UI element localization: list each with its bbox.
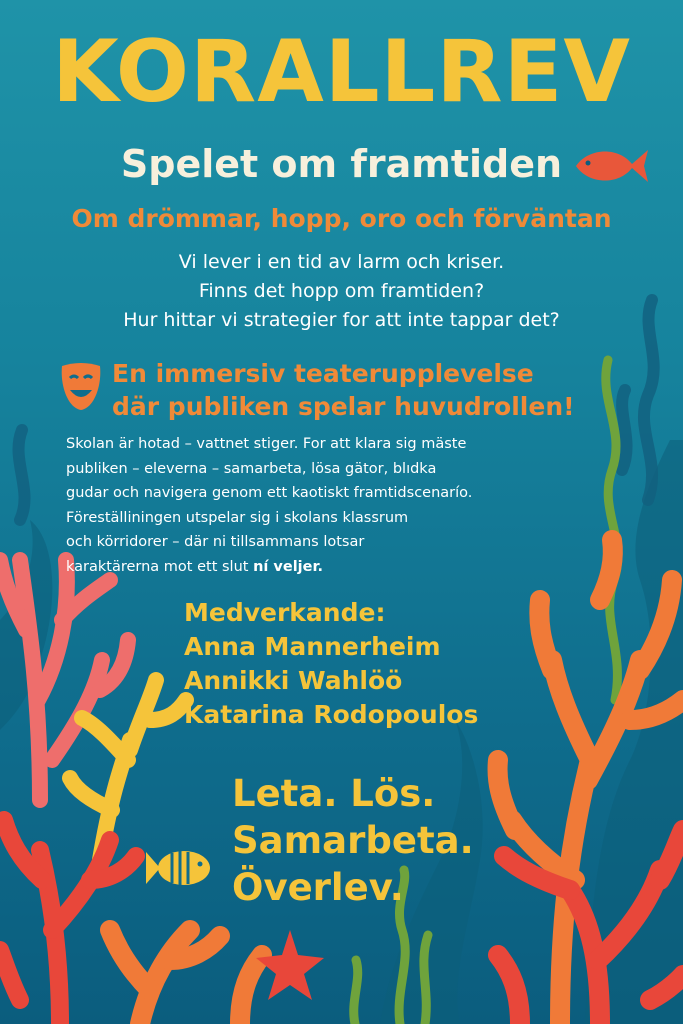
description-line: Föreställiningen utspelar sig i skolans klassrum bbox=[66, 509, 409, 526]
description-line: och körridorer – där ni tillsammans lotsar bbox=[66, 534, 365, 550]
poster-subtitle: Spelet om framtiden bbox=[120, 142, 563, 186]
description-line-last bbox=[66, 555, 666, 580]
intro-text bbox=[0, 248, 683, 335]
slogan bbox=[232, 770, 652, 911]
cast-member: Anna Mannerheim bbox=[184, 632, 441, 661]
intro-line: Vi lever i en tid av larm och kriser. bbox=[178, 251, 505, 273]
intro-line: Hur hittar vi strategier for att inte tappar det? bbox=[123, 309, 560, 331]
starfish-icon bbox=[256, 930, 324, 1000]
orange-coral-bottom-left bbox=[110, 930, 262, 1024]
slogan-line: Leta. Lös. bbox=[232, 772, 436, 815]
immersive-line: där publiken spelar huvudrollen! bbox=[112, 392, 575, 421]
description-line: publiken – eleverna – samarbeta, lösa gätor, blıdka bbox=[66, 460, 437, 477]
cast-member: Katarina Rodopoulos bbox=[184, 700, 479, 729]
description-line: gudar och navigera genom ett kaotiskt framtidscenarío. bbox=[66, 485, 473, 501]
immersive-heading bbox=[112, 357, 672, 423]
description-line: Skolan är hotad – vattnet stiger. For att klara sig mäste bbox=[66, 436, 467, 452]
description-emphasis: ní veljer. bbox=[253, 558, 324, 575]
theater-mask-icon bbox=[58, 362, 104, 412]
intro-line: Finns det hopp om framtiden? bbox=[198, 280, 485, 302]
immersive-line: En immersiv teaterupplevelse bbox=[112, 359, 534, 388]
cast-block bbox=[184, 596, 644, 732]
cast-heading: Medverkande: bbox=[184, 598, 386, 627]
description-line: karaktärerna mot ett slut bbox=[66, 558, 249, 575]
poster-title: KORALLREV bbox=[52, 22, 631, 122]
tagline: Om drömmar, hopp, oro och förväntan bbox=[71, 204, 612, 233]
striped-fish-icon bbox=[146, 846, 212, 890]
slogan-line: Överlev. bbox=[232, 866, 404, 909]
cast-member: Annikki Wahlöö bbox=[184, 666, 403, 695]
description bbox=[66, 432, 666, 579]
slogan-line: Samarbeta. bbox=[232, 819, 474, 862]
